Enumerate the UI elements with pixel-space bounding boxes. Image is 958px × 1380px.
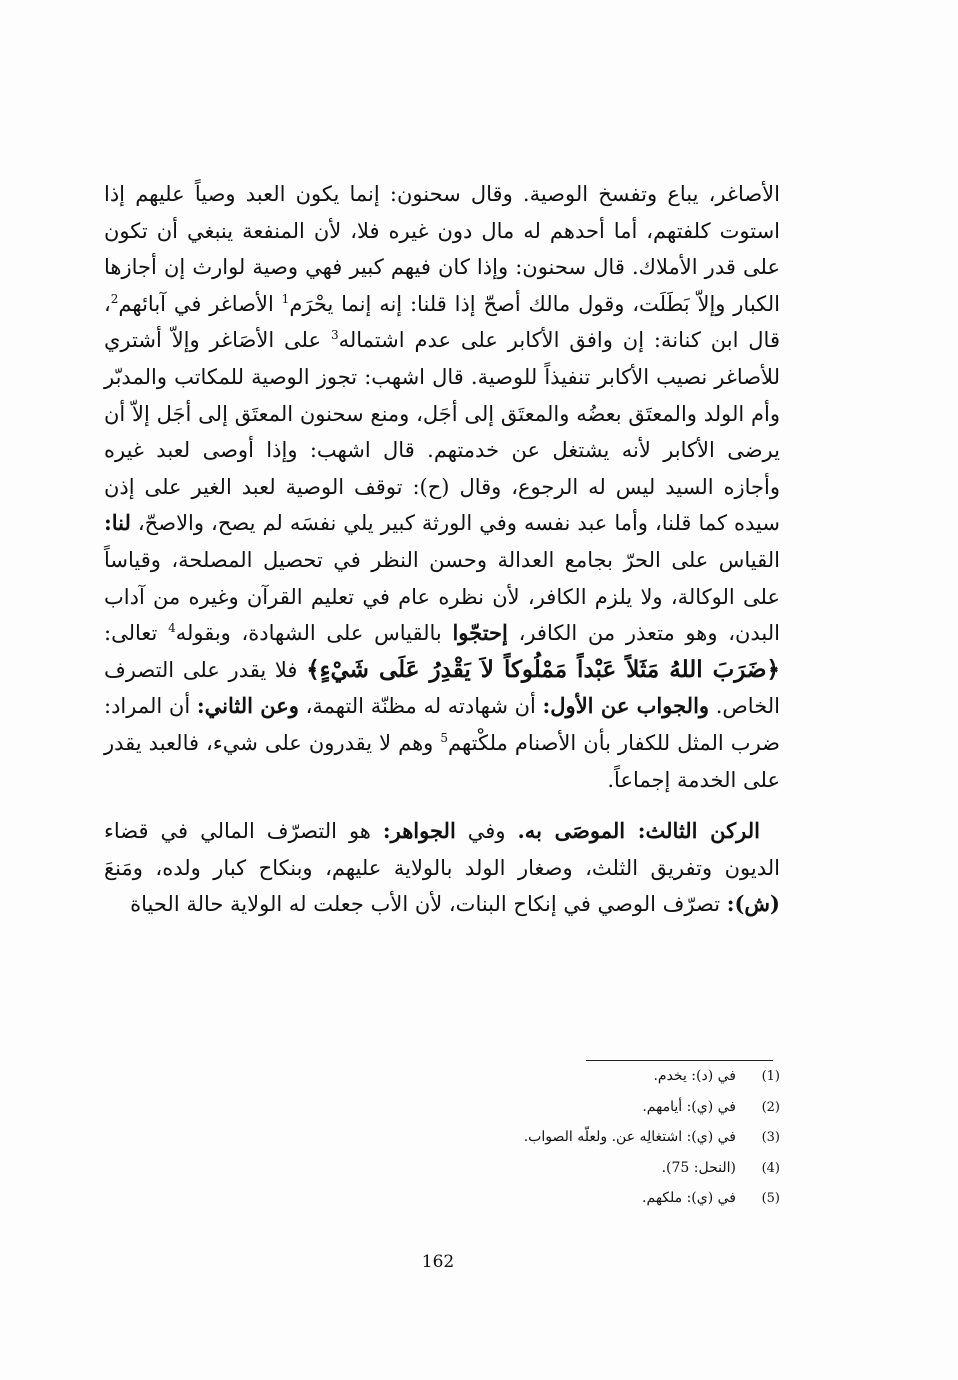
paragraph-2 [104, 813, 780, 923]
footnotes [300, 1068, 780, 1221]
text-run: تعالى: [104, 621, 169, 646]
footnote-ref-2: 2 [110, 291, 119, 306]
footnote-text: (النحل: 75). [661, 1159, 736, 1176]
text-run: أن المراد: ضرب المثل للكفار بأن الأصنام ملكْتهم [104, 694, 780, 755]
answer-second-label: وعن الثاني: [196, 693, 299, 719]
text-run: فلا يقدر على التصرف الخاص. [104, 657, 780, 719]
footnote-number: (2) [761, 1099, 780, 1115]
footnote-item [300, 1099, 780, 1130]
answer-first-label: والجواب عن الأول: [542, 693, 710, 719]
footnote-item [300, 1068, 780, 1099]
lana-label: لنا: [104, 510, 131, 536]
footnote-item [300, 1160, 780, 1191]
footnote-number: (4) [761, 1160, 780, 1176]
footnote-ref-4: 4 [168, 621, 176, 636]
footnote-ref-3: 3 [330, 328, 339, 343]
text-run: على الأصَاغر وإلاّ أشتري للأصاغر نصيب الأكابر تنفيذاً للوصية. قال اشهب: تجوز الوصية للمكاتب والمدبّر وأم الولد والمعتَق بعضُه والمعتَق إلى أجَل، ومنع سحنون المعتَق إلى أجَل إلاّ أن يرضى الأكابر لأنه يشتغل عن خدمتهم. قال اشهب: وإذا أوصى لعبد غيره وأجازه السيد ليس له الرجوع، وقال (ح): توقف الوصية لعبد الغير على إذن سيده كما قلنا، وأما عبد نفسه وفي الورثة كبير يلي نفسَه لم يصح، والاصحّ، [104, 328, 780, 536]
jawahir-label: الجواهر: [382, 818, 456, 844]
section-heading: الركن الثالث: الموصَى به. [517, 818, 760, 844]
footnote-number: (3) [761, 1130, 780, 1145]
footnote-text: في (ي): أيامهم. [642, 1098, 736, 1115]
footnote-item [300, 1190, 780, 1221]
footnote-item [300, 1129, 780, 1160]
text-run: أن شهادته له مظنّة التهمة، [298, 694, 543, 719]
text-run: الأصاغر، يباع وتفسخ الوصية. وقال سحنون: إنما يكون العبد وصياً عليهم إذا استوت كلفتهم، أما أحدهم له مال دون غيره فلا، لأن المنفعة ينبغي أن تكون على قدر الأملاك. قال سحنون: وإذا كان فيهم كبير فهي وصية لوارث إن أجازها الكبار وإلاّ بَطَلَت، وقول مالك أصحّ إذا قلنا: إنه إنما يحْرَم [104, 182, 780, 316]
footnote-number: (5) [761, 1191, 780, 1206]
paragraph-1 [104, 176, 780, 798]
page-number: 162 [421, 1252, 455, 1272]
footnote-text: في (ي): اشتغالِه عن. ولعلّه الصواب. [523, 1129, 736, 1145]
footnote-ref-1: 1 [281, 291, 290, 306]
text-run: تصرّف الوصي في إنكاح البنات، لأن الأب جعلت له الولاية حالة الحياة [130, 892, 727, 917]
text-run: وهم لا يقدرون على شيء، فالعبد يقدر على الخدمة إجماعاً. [104, 730, 780, 792]
text-run: بالقياس على الشهادة، وبقوله [175, 621, 453, 646]
text-run: القياس على الحرّ بجامع العدالة وحسن النظر في تحصيل المصلحة، وقياساً على الوكالة، ولا يلزم الكافر، لأن نظره عام في تعليم القرآن وغيره من آداب البدن، وهو متعذر من الكافر، [104, 547, 780, 646]
text-run: وفي [455, 819, 518, 844]
shafii-label: (ش): [726, 891, 780, 917]
main-text [104, 176, 780, 923]
text-run: هو التصرّف المالي في قضاء الديون وتفريق الثلث، وصغار الولد بالولاية عليهم، وبنكاح كبار ولده، ومَنعَ [104, 819, 780, 880]
footnote-number: (1) [761, 1069, 780, 1084]
ihtajju-label: إحتجّوا [452, 620, 508, 646]
footnote-separator [586, 1060, 773, 1061]
quran-verse: ﴿ضَرَبَ اللهُ مَثَلاً عَبْداً مَمْلُوكاً لاَ يَقْدِرُ عَلَى شَيْءٍ﴾ [306, 655, 780, 683]
footnote-text: في (ي): ملكهم. [642, 1190, 736, 1206]
text-run: ، قال ابن كنانة: إن وافق الأكابر على عدم اشتماله [104, 291, 780, 353]
footnote-text: في (د): يخدم. [653, 1068, 736, 1084]
footnote-ref-5: 5 [440, 730, 449, 745]
text-run: الأصاغر في آبائهم [118, 291, 282, 316]
